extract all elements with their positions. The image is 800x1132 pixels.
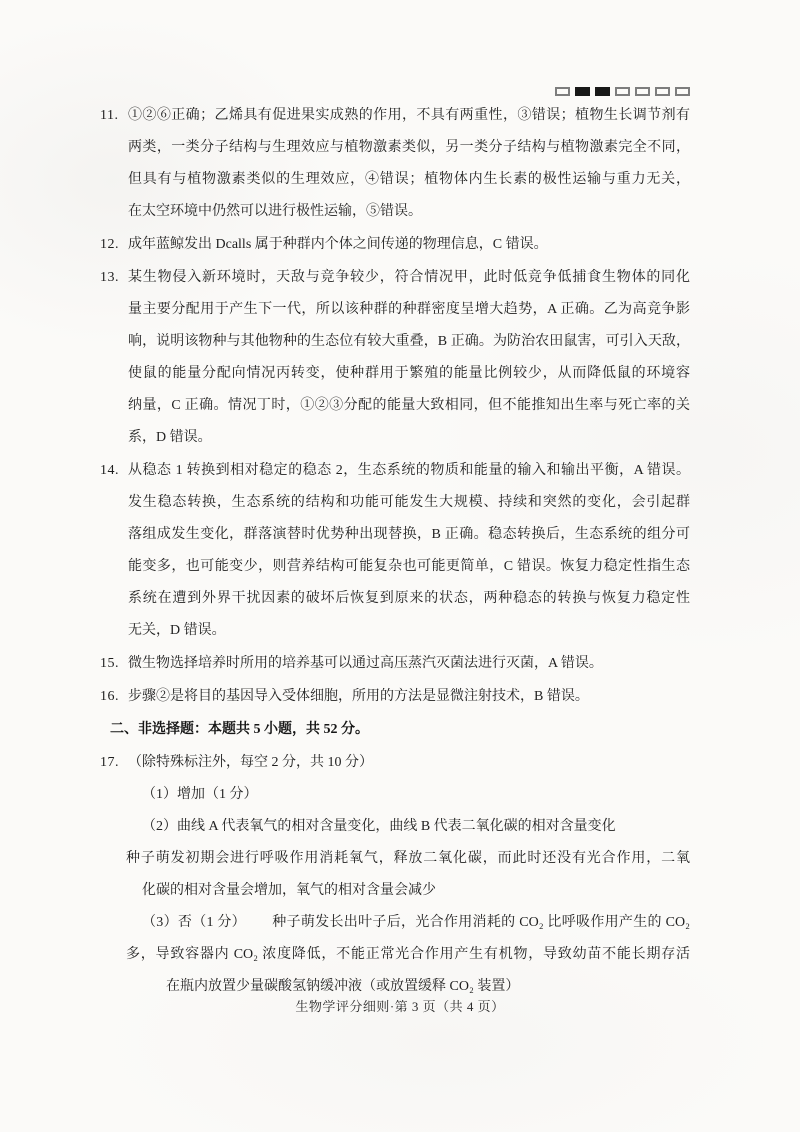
progress-indicator (555, 87, 690, 96)
q3-label: （3）否（1 分） (142, 915, 246, 930)
answer-list (100, 100, 690, 1004)
item-lines (128, 681, 690, 713)
answer-item-15 (100, 648, 690, 680)
answer-item-13 (100, 262, 690, 454)
item-lines (128, 648, 690, 680)
text-line: 量主要分配用于产生下一代，所以该种群的种群密度呈增大趋势，A 正确。乙为高竞争影 (128, 302, 690, 317)
progress-square-empty (675, 87, 690, 96)
item-number: 15. (100, 656, 119, 671)
text-line: 某生物侵入新环境时，天敌与竞争较少，符合情况甲，此时低竞争低捕食生物体的同化 (128, 270, 690, 285)
item-lines (128, 747, 690, 1003)
progress-square-filled (575, 87, 590, 96)
item-number: 16. (100, 689, 119, 704)
item-number: 14. (100, 463, 119, 478)
scoring-note: （除特殊标注外，每空 2 分，共 10 分） (128, 755, 373, 770)
section-heading: 二、非选择题：本题共 5 小题，共 52 分。 (110, 722, 369, 737)
progress-square-empty (555, 87, 570, 96)
text-line: 成年蓝鲸发出 Dcalls 属于种群内个体之间传递的物理信息，C 错误。 (128, 237, 548, 252)
text-line: 两类，一类分子结构与生理效应与植物激素类似，另一类分子结构与植物激素完全不同， (128, 140, 690, 155)
text-line: 能变多，也可能变少，则营养结构可能复杂也可能更简单，C 错误。恢复力稳定性指生态 (128, 559, 690, 574)
item-lines (128, 262, 690, 454)
answer-item-11 (100, 100, 690, 228)
answer-item-14 (100, 455, 690, 647)
text-line: 微生物选择培养时所用的培养基可以通过高压蒸汽灭菌法进行灭菌，A 错误。 (128, 656, 603, 671)
text-line: 化碳的相对含量会增加，氧气的相对含量会减少 (142, 883, 436, 898)
answer-item-12 (100, 229, 690, 261)
q3-text: 种子萌发长出叶子后，光合作用消耗的 CO₂ 比呼吸作用产生的 CO₂ (271, 915, 690, 930)
text-line: 无关，D 错误。 (128, 623, 226, 638)
footer-text: 生物学评分细则·第 3 页（共 4 页） (295, 999, 505, 1014)
text-line: 系统在遭到外界干扰因素的破坏后恢复到原来的状态，两种稳态的转换与恢复力稳定性 (128, 591, 690, 606)
text-line: 在太空环境中仍然可以进行极性运输，⑤错误。 (128, 204, 422, 219)
answer-item-16 (100, 681, 690, 713)
progress-square-empty (655, 87, 670, 96)
text-line: 步骤②是将目的基因导入受体细胞，所用的方法是显微注射技术，B 错误。 (128, 689, 589, 704)
item-lines (128, 100, 690, 228)
answer-item-17 (100, 747, 690, 1003)
text-line: 使鼠的能量分配向情况丙转变，使种群用于繁殖的能量比例较少，从而降低鼠的环境容 (128, 366, 690, 381)
item-number: 12. (100, 237, 119, 252)
section-heading-row (100, 714, 690, 746)
sub-answer-line-3 (142, 907, 690, 939)
text-line: 纳量，C 正确。情况丁时，①②③分配的能量大致相同，但不能推知出生率与死亡率的关 (128, 398, 690, 413)
sub-answer-line-2: （2）曲线 A 代表氧气的相对含量变化，曲线 B 代表二氧化碳的相对含量变化 (142, 819, 616, 834)
text-line: 落组成发生变化，群落演替时优势种出现替换，B 正确。稳态转换后，生态系统的组分可 (128, 527, 690, 542)
text-line: 种子萌发初期会进行呼吸作用消耗氧气，释放二氧化碳，而此时还没有光合作用，二氧 (126, 851, 690, 866)
text-line: 多，导致容器内 CO₂ 浓度降低，不能正常光合作用产生有机物，导致幼苗不能长期存活 (126, 947, 690, 962)
item-number: 11. (100, 108, 119, 123)
text-line: 响，说明该物种与其他物种的生态位有较大重叠，B 正确。为防治农田鼠害，可引入天敌， (128, 334, 690, 349)
item-number: 17. (100, 755, 119, 770)
item-lines (128, 229, 690, 261)
item-lines (128, 455, 690, 647)
progress-square-filled (595, 87, 610, 96)
sub-answer-line-1: （1）增加（1 分） (142, 787, 258, 802)
page-footer (0, 996, 800, 1015)
text-line: ①②⑥正确；乙烯具有促进果实成熟的作用，不具有两重性，③错误；植物生长调节剂有 (128, 108, 690, 123)
sub-answers (126, 779, 690, 1003)
text-line: 发生稳态转换，生态系统的结构和功能可能发生大规模、持续和突然的变化，会引起群 (128, 495, 690, 510)
progress-square-empty (635, 87, 650, 96)
text-line: 在瓶内放置少量碳酸氢钠缓冲液（或放置缓释 CO₂ 装置） (166, 979, 520, 994)
progress-square-empty (615, 87, 630, 96)
text-line: 系，D 错误。 (128, 430, 212, 445)
text-line: 但具有与植物激素类似的生理效应，④错误；植物体内生长素的极性运输与重力无关， (128, 172, 690, 187)
item-number: 13. (100, 270, 119, 285)
text-line: 从稳态 1 转换到相对稳定的稳态 2，生态系统的物质和能量的输入和输出平衡，A 错误。 (128, 463, 690, 478)
